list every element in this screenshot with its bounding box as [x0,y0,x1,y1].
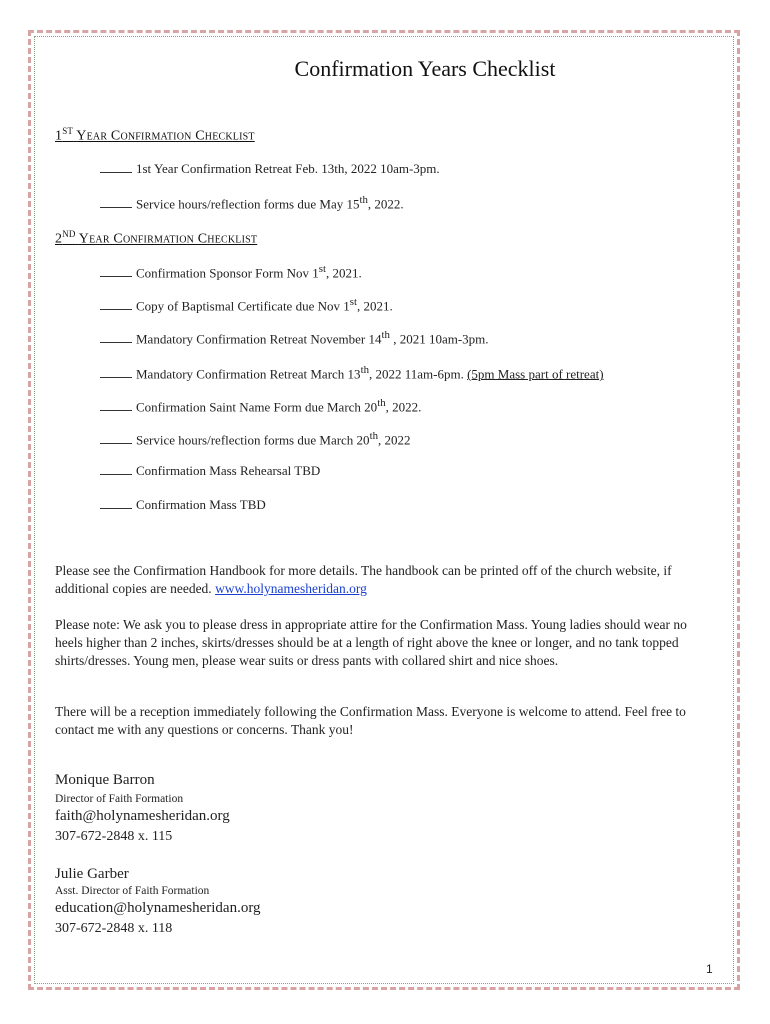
ordinal-suffix: th [369,430,378,442]
checklist-item-text-end: , 2022. [385,399,422,415]
checklist-item [100,463,320,479]
checkbox-blank-line [100,172,132,173]
contact-name: Monique Barron [55,772,155,788]
checklist-item-text-end: , 2022 [378,432,411,448]
checklist-item [100,161,440,177]
checklist-item-text: Confirmation Saint Name Form due March 20 [136,399,378,415]
heading-text: Year Confirmation Checklist [78,231,258,247]
checklist-item-text-end: , 2021. [325,265,362,281]
checklist-item-text: Confirmation Mass TBD [136,497,266,512]
checklist-item-text: Copy of Baptismal Certificate due Nov 1 [136,298,350,314]
ordinal-suffix: st [349,296,357,308]
contact-email: education@holynamesheridan.org [55,900,261,916]
heading-text: Year Confirmation Checklist [76,128,255,144]
page-title: Confirmation Years Checklist [294,56,556,81]
checklist-item [100,364,604,382]
handbook-text: Please see the Confirmation Handbook for more details. The handbook can be printed off of the church website, if additional copies are needed. [55,563,672,596]
contact-role: Director of Faith Formation [55,793,184,805]
checklist-item-text: Mandatory Confirmation Retreat November 14 [136,331,382,347]
checkbox-blank-line [100,508,132,509]
checklist-item-text: Service hours/reflection forms due May 15 [136,196,360,212]
heading-ordinal: ND [62,229,76,239]
section-heading-first-year [55,126,255,145]
checklist-item [100,263,362,281]
checkbox-blank-line [100,377,132,378]
checkbox-blank-line [100,207,132,208]
checklist-item-text: Service hours/reflection forms due March 20 [136,432,370,448]
checklist-item [100,430,411,448]
checklist-item [100,497,266,513]
checkbox-blank-line [100,309,132,310]
checkbox-blank-line [100,410,132,411]
checklist-item [100,329,489,347]
ordinal-suffix: st [318,263,326,275]
checklist-item [100,194,404,212]
retreat-mass-note: (5pm Mass part of retreat) [467,366,604,382]
checklist-item-text-end: , 2022. [367,196,404,212]
section-heading-second-year [55,229,257,248]
heading-number: 2 [55,231,63,247]
ordinal-suffix: th [359,194,368,206]
checkbox-blank-line [100,276,132,277]
checklist-item-text: 1st Year Confirmation Retreat Feb. 13th, 2022 10am-3pm. [136,161,440,176]
ordinal-suffix: th [381,329,390,341]
ordinal-suffix: th [377,397,386,409]
attire-paragraph: Please note: We ask you to please dress in appropriate attire for the Confirmation Mass. Young ladies should wear no heels higher than 2 inches, skirts/dresses should be at a length of right above the knee or longer, and no tank topped shirts/dresses. Young men, please wear suits or dress pants with collared shirt and nice shoes. [55,617,687,668]
checklist-item [100,296,393,314]
checklist-item-text: Confirmation Sponsor Form Nov 1 [136,265,319,281]
checklist-item [100,397,421,415]
checkbox-blank-line [100,342,132,343]
heading-number: 1 [55,128,63,144]
contact-email: faith@holynamesheridan.org [55,808,230,824]
contact-phone: 307-672-2848 x. 115 [55,829,173,844]
page-number: 1 [706,962,713,976]
reception-paragraph: There will be a reception immediately following the Confirmation Mass. Everyone is welcome to attend. Feel free to contact me with any questions or concerns. Thank you! [55,704,686,737]
ordinal-suffix: th [360,364,369,376]
checkbox-blank-line [100,474,132,475]
checklist-item-text-end: , 2021 10am-3pm. [389,331,489,347]
checklist-item-text-end: , 2021. [356,298,393,314]
checkbox-blank-line [100,443,132,444]
handbook-paragraph [55,562,715,598]
checklist-item-text: Mandatory Confirmation Retreat March 13 [136,366,361,382]
heading-ordinal: ST [62,126,74,136]
contact-phone: 307-672-2848 x. 118 [55,921,173,936]
contact-role: Asst. Director of Faith Formation [55,885,210,897]
parish-website-link[interactable]: www.holynamesheridan.org [215,581,367,596]
checklist-item-text: Confirmation Mass Rehearsal TBD [136,463,321,478]
checklist-item-text-end: , 2022 11am-6pm. [369,366,468,382]
contact-name: Julie Garber [55,866,129,882]
